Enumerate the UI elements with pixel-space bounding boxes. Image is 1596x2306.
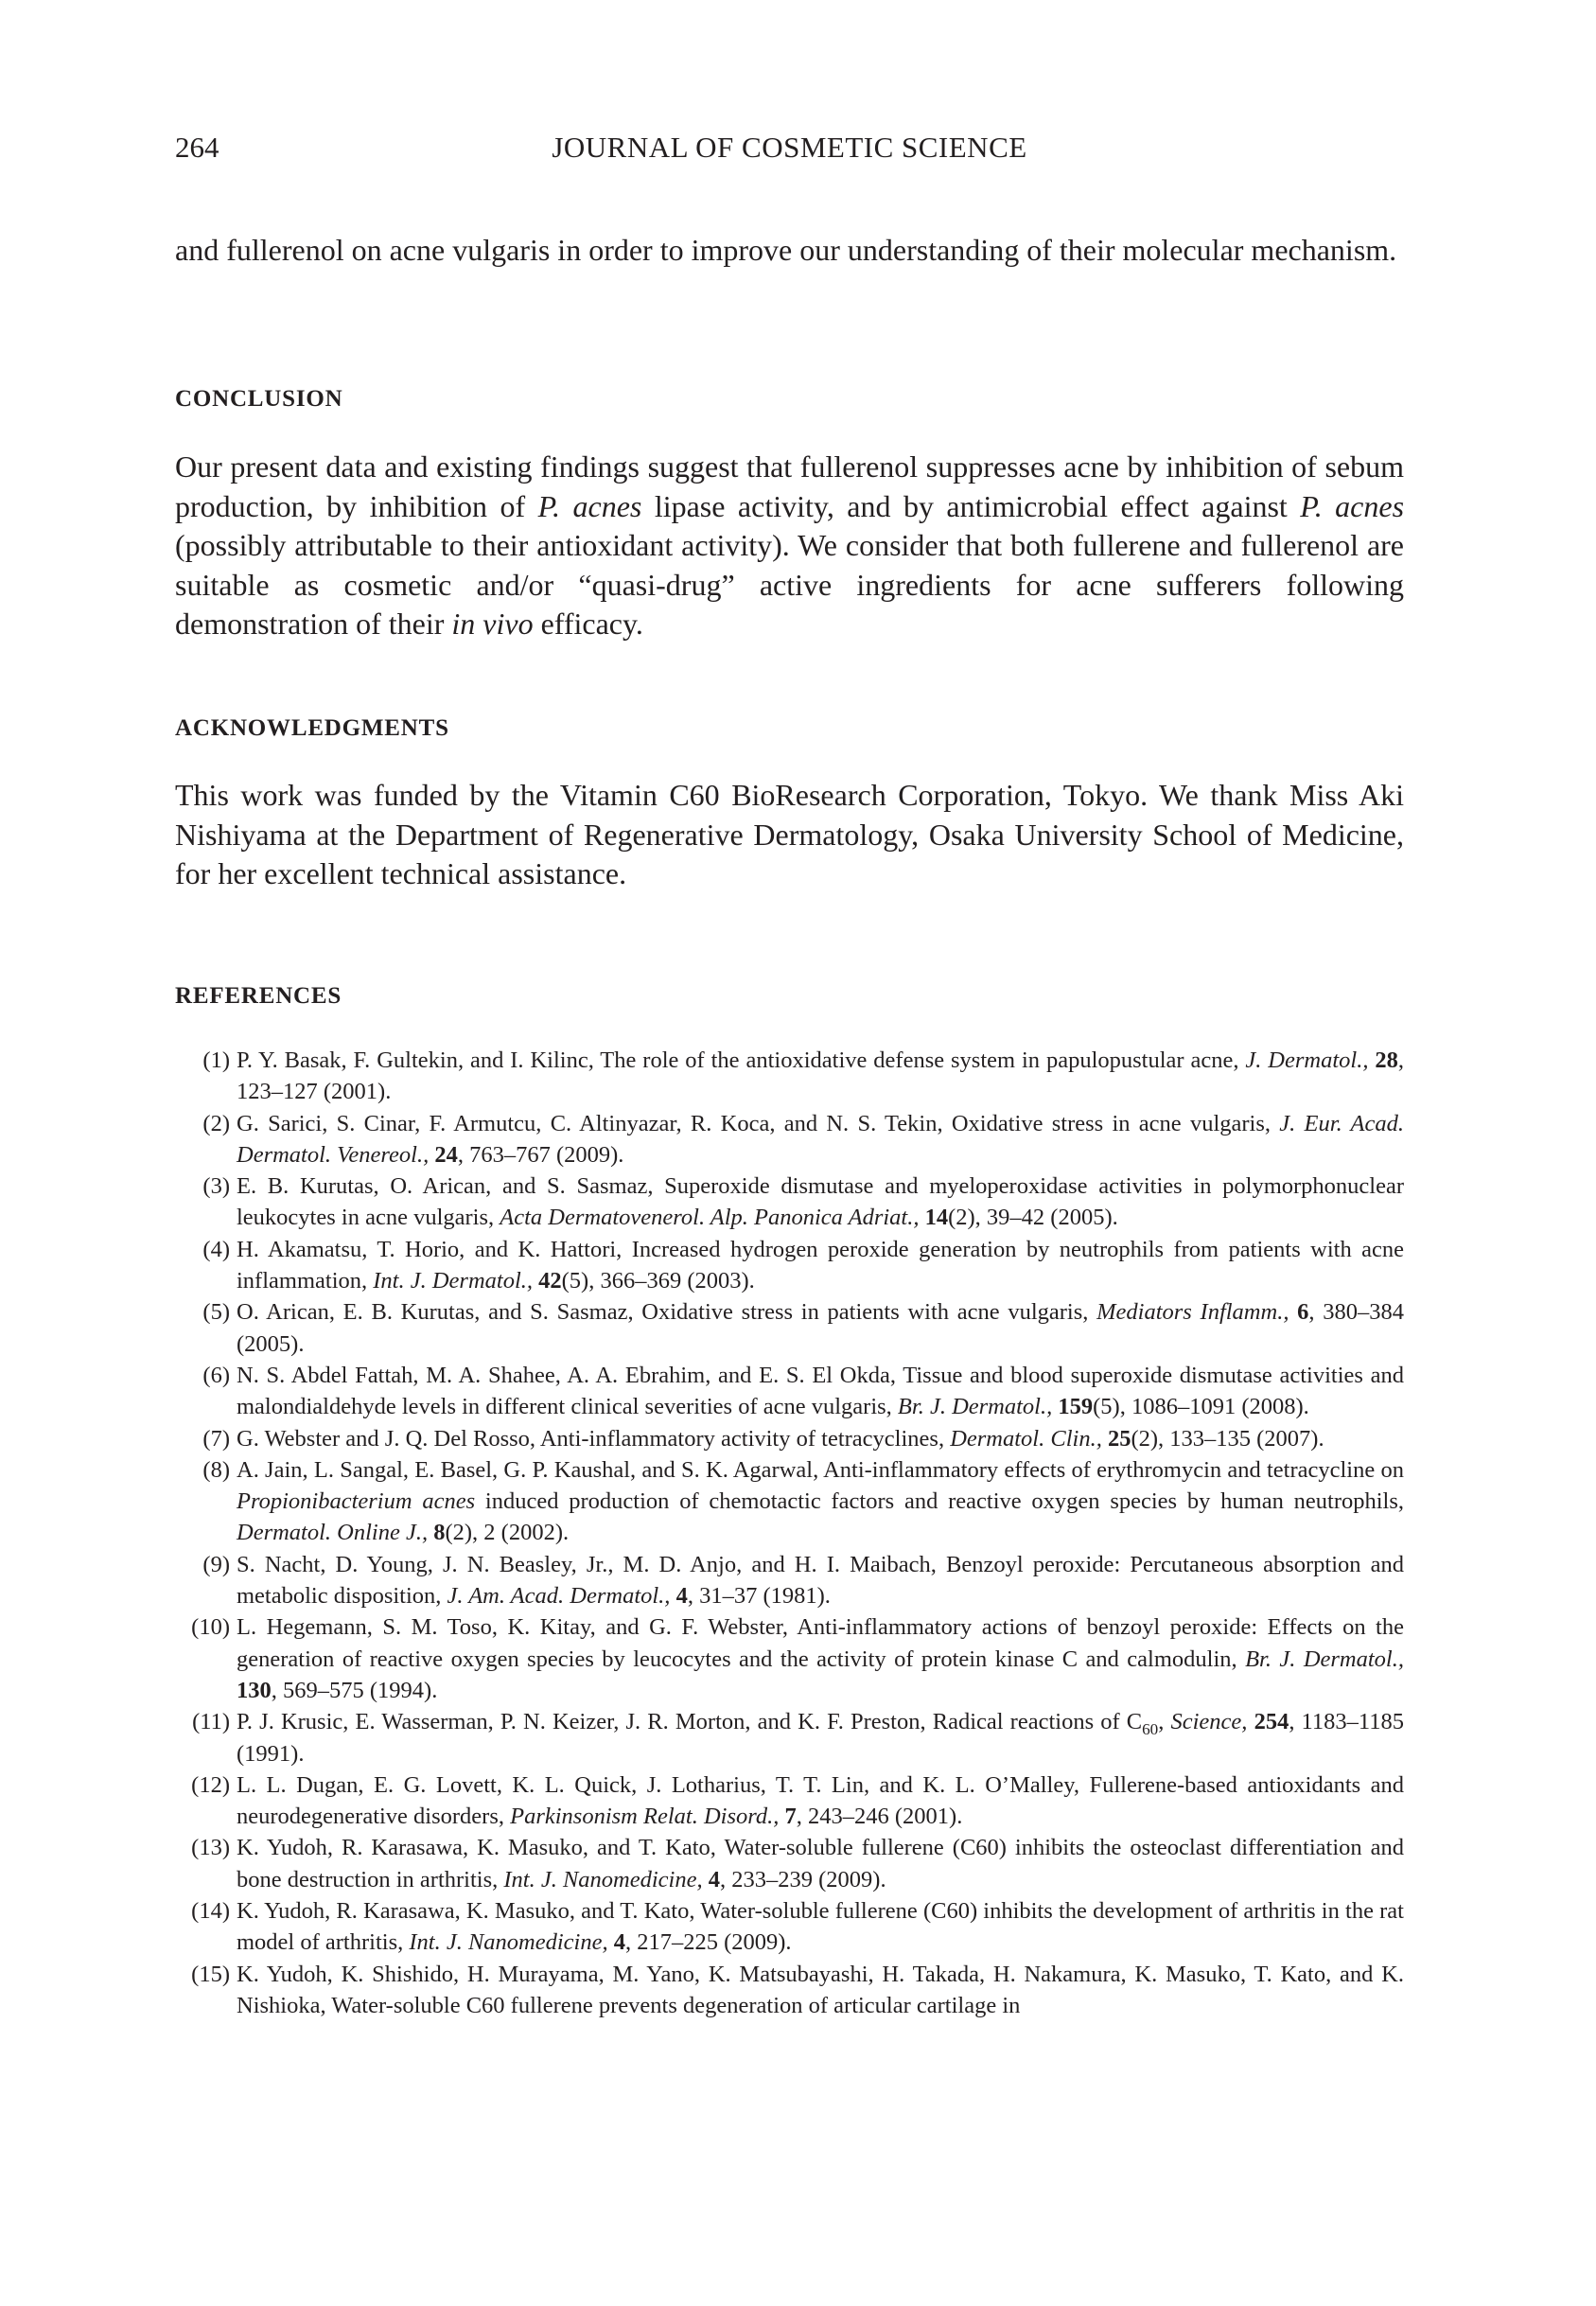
- reference-journal: Parkinsonism Relat. Disord.,: [510, 1804, 780, 1830]
- reference-item: [175, 1959, 1404, 2022]
- reference-volume: 4: [675, 1583, 688, 1610]
- reference-text: (5), 1086–1091 (2008).: [1093, 1394, 1309, 1420]
- reference-number: (7): [202, 1425, 230, 1452]
- reference-text: G. Sarici, S. Cinar, F. Armutcu, C. Altinyazar, R. Koca, and N. S. Tekin, Oxidative stress in acne vulgaris,: [237, 1110, 1280, 1136]
- reference-journal: Dermatol. Clin.,: [950, 1425, 1102, 1452]
- reference-number: (15): [191, 1961, 230, 1987]
- reference-number: (4): [202, 1236, 230, 1262]
- running-head: [175, 131, 1404, 168]
- reference-volume: 14: [924, 1205, 949, 1231]
- reference-text: , 763–767 (2009).: [457, 1141, 624, 1168]
- reference-number: (6): [202, 1362, 230, 1388]
- reference-number: (8): [202, 1456, 230, 1483]
- reference-text: S. Nacht, D. Young, J. N. Beasley, Jr., M. D. Anjo, and H. I. Maibach, Benzoyl peroxide: Percutaneous absorption and metabolic disposition,: [237, 1551, 1404, 1610]
- reference-volume: 28: [1375, 1047, 1398, 1073]
- reference-item: [175, 1234, 1404, 1297]
- journal-title: JOURNAL OF COSMETIC SCIENCE: [552, 131, 1027, 164]
- reference-item: [175, 1769, 1404, 1833]
- reference-text: 60: [1142, 1720, 1159, 1739]
- reference-journal: Br. J. Dermatol.,: [1245, 1646, 1404, 1672]
- reference-text: , 123–127 (2001).: [237, 1047, 1405, 1105]
- reference-text: L. Hegemann, S. M. Toso, K. Kitay, and G. F. Webster, Anti-inflammatory actions of benzoyl peroxide: Effects on the generation of reactive oxygen species by leucocytes and the activity of protein kinase C and calmodulin,: [237, 1614, 1404, 1672]
- reference-item: [175, 1296, 1404, 1360]
- reference-volume: 130: [237, 1677, 272, 1703]
- reference-number: (12): [191, 1771, 230, 1798]
- reference-item: [175, 1108, 1404, 1171]
- reference-volume: 6: [1297, 1299, 1309, 1326]
- reference-text: H. Akamatsu, T. Horio, and K. Hattori, Increased hydrogen peroxide generation by neutrophils from patients with acne inflammation,: [237, 1236, 1404, 1294]
- reference-text: ,: [1158, 1709, 1171, 1735]
- reference-number: (9): [202, 1551, 230, 1577]
- reference-text: (2), 2 (2002).: [445, 1520, 570, 1546]
- reference-item: [175, 1549, 1404, 1612]
- reference-number: (2): [202, 1110, 230, 1136]
- reference-journal: Int. J. Nanomedicine,: [409, 1929, 608, 1956]
- reference-text: , 380–384 (2005).: [237, 1299, 1405, 1357]
- reference-item: [175, 1706, 1404, 1769]
- reference-item: [175, 1611, 1404, 1706]
- reference-text: P. J. Krusic, E. Wasserman, P. N. Keizer, J. R. Morton, and K. F. Preston, Radical reactions of C: [237, 1709, 1143, 1735]
- reference-volume: 4: [708, 1866, 720, 1892]
- reference-journal: Science,: [1170, 1709, 1248, 1735]
- reference-item: [175, 1454, 1404, 1549]
- intro-paragraph: and fullerenol on acne vulgaris in order to improve our understanding of their molecular mechanism.: [175, 233, 1397, 267]
- reference-list: [175, 1045, 1404, 2021]
- reference-text: G. Webster and J. Q. Del Rosso, Anti-inflammatory activity of tetracyclines,: [237, 1425, 951, 1452]
- reference-number: (3): [202, 1173, 230, 1200]
- reference-journal: Br. J. Dermatol.,: [897, 1394, 1053, 1420]
- conclusion-paragraph: [175, 448, 1404, 644]
- reference-volume: 4: [613, 1929, 625, 1956]
- reference-text: (5), 366–369 (2003).: [561, 1268, 755, 1294]
- conclusion-text: (possibly attributable to their antioxidant activity). We consider that both fullerene and fullerenol are suitable as cosmetic and/or “quasi-drug” active ingredients for acne sufferers following demonstration of their: [175, 528, 1404, 641]
- reference-text: K. Yudoh, R. Karasawa, K. Masuko, and T. Kato, Water-soluble fullerene (C60) inhibits the development of arthritis in the rat model of arthritis,: [237, 1898, 1404, 1956]
- reference-journal: J. Am. Acad. Dermatol.,: [447, 1583, 671, 1610]
- reference-number: (10): [191, 1614, 230, 1641]
- reference-text: [1289, 1299, 1297, 1325]
- conclusion-text: Our present data and existing findings suggest that fullerenol suppresses acne by inhibition of sebum production, by inhibition of: [175, 449, 1404, 523]
- reference-journal: J. Dermatol.,: [1245, 1047, 1369, 1073]
- page-number: 264: [175, 131, 219, 164]
- species-name: P. acnes: [537, 488, 642, 523]
- reference-number: (13): [191, 1835, 230, 1861]
- reference-number: (14): [191, 1898, 230, 1925]
- reference-item: [175, 1895, 1404, 1959]
- reference-volume: 25: [1107, 1425, 1131, 1452]
- conclusion-text: efficacy.: [533, 607, 643, 641]
- reference-text: A. Jain, L. Sangal, E. Basel, G. P. Kaushal, and S. K. Agarwal, Anti-inflammatory effects of erythromycin and tetracycline on: [237, 1456, 1404, 1483]
- reference-item: [175, 1832, 1404, 1895]
- reference-text: P. Y. Basak, F. Gultekin, and I. Kilinc, The role of the antioxidative defense system in papulopustular acne,: [237, 1047, 1246, 1073]
- reference-text: E. B. Kurutas, O. Arican, and S. Sasmaz, Superoxide dismutase and myeloperoxidase activities in polymorphonuclear leukocytes in acne vulgaris,: [237, 1173, 1404, 1231]
- acknowledgments-paragraph: This work was funded by the Vitamin C60 BioResearch Corporation, Tokyo. We thank Miss Aki Nishiyama at the Department of Regenerative Dermatology, Osaka University School of Medicine, for her excellent technical assistance.: [175, 778, 1404, 890]
- reference-text: (2), 39–42 (2005).: [948, 1205, 1118, 1231]
- acknowledgments-heading: ACKNOWLEDGMENTS: [175, 715, 449, 741]
- reference-text: , 243–246 (2001).: [796, 1804, 963, 1830]
- reference-item: [175, 1045, 1404, 1108]
- species-name: P. acnes: [1300, 488, 1405, 523]
- reference-item: [175, 1360, 1404, 1423]
- conclusion-heading: CONCLUSION: [175, 386, 343, 412]
- reference-volume: 8: [433, 1520, 446, 1546]
- reference-journal: J. Eur. Acad. Dermatol. Venereol.,: [237, 1110, 1405, 1168]
- reference-text: (2), 133–135 (2007).: [1131, 1425, 1324, 1452]
- reference-text: , 217–225 (2009).: [624, 1929, 792, 1956]
- reference-journal: Dermatol. Online J.,: [237, 1520, 429, 1546]
- reference-text: K. Yudoh, K. Shishido, H. Murayama, M. Yano, K. Matsubayashi, H. Takada, H. Nakamura, K. Masuko, T. Kato, and K. Nishioka, Water-soluble C60 fullerene prevents degeneration of articular cartilage in: [237, 1961, 1404, 2018]
- reference-text: , 569–575 (1994).: [271, 1677, 438, 1703]
- reference-text: induced production of chemotactic factors and reactive oxygen species by human neutrophils,: [475, 1488, 1404, 1515]
- reference-volume: 24: [434, 1141, 458, 1168]
- reference-text: , 31–37 (1981).: [687, 1583, 831, 1610]
- in-vivo-term: in vivo: [451, 607, 534, 641]
- reference-number: (11): [192, 1709, 230, 1735]
- reference-journal: Int. J. Dermatol.,: [373, 1268, 533, 1294]
- reference-item: [175, 1423, 1404, 1454]
- reference-number: (1): [202, 1047, 230, 1073]
- reference-item: [175, 1171, 1404, 1234]
- reference-volume: 254: [1254, 1709, 1289, 1735]
- reference-volume: 42: [538, 1268, 562, 1294]
- reference-number: (5): [202, 1299, 230, 1326]
- reference-text: L. L. Dugan, E. G. Lovett, K. L. Quick, J. Lotharius, T. T. Lin, and K. L. O’Malley, Fullerene-based antioxidants and neurodegenerative disorders,: [237, 1771, 1404, 1830]
- reference-journal: Int. J. Nanomedicine,: [503, 1866, 703, 1892]
- references-heading: REFERENCES: [175, 983, 342, 1009]
- reference-volume: 7: [784, 1804, 797, 1830]
- reference-volume: 159: [1058, 1394, 1094, 1420]
- reference-text: , 233–239 (2009).: [720, 1866, 886, 1892]
- reference-text: [1247, 1709, 1254, 1734]
- reference-journal: Propionibacterium acnes: [237, 1488, 476, 1515]
- reference-journal: Mediators Inflamm.,: [1096, 1299, 1289, 1326]
- reference-text: K. Yudoh, R. Karasawa, K. Masuko, and T. Kato, Water-soluble fullerene (C60) inhibits the osteoclast differentiation and bone destruction in arthritis,: [237, 1835, 1404, 1892]
- reference-text: O. Arican, E. B. Kurutas, and S. Sasmaz, Oxidative stress in patients with acne vulgaris,: [237, 1299, 1097, 1326]
- conclusion-text: lipase activity, and by antimicrobial effect against: [641, 488, 1301, 523]
- reference-text: , 1183–1185 (1991).: [237, 1709, 1404, 1767]
- reference-journal: Acta Dermatovenerol. Alp. Panonica Adriat.,: [500, 1205, 920, 1231]
- reference-text: N. S. Abdel Fattah, M. A. Shahee, A. A. Ebrahim, and E. S. El Okda, Tissue and blood superoxide dismutase activities and malondialdehyde levels in different clinical severities of acne vulgaris,: [237, 1362, 1404, 1420]
